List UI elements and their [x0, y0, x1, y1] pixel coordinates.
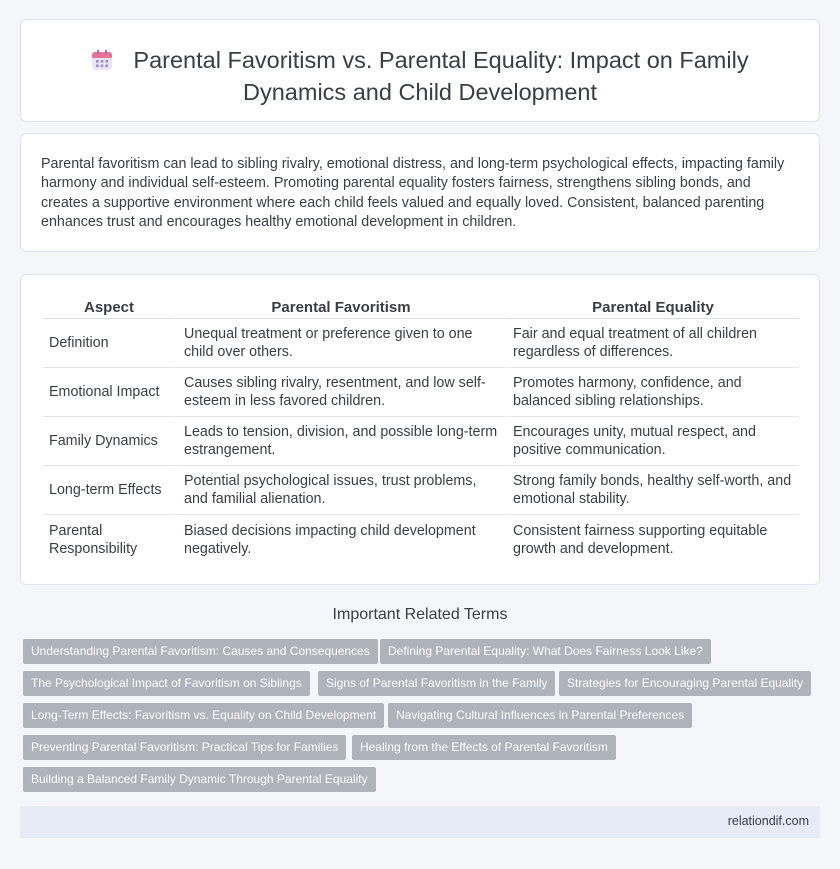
- related-term-link[interactable]: Building a Balanced Family Dynamic Through Parental Equality: [23, 767, 376, 792]
- cell-equality: Fair and equal treatment of all children regardless of differences.: [505, 319, 799, 368]
- comparison-card: [20, 274, 820, 585]
- related-term-link[interactable]: Healing from the Effects of Parental Favoritism: [352, 735, 616, 760]
- related-term-link[interactable]: Navigating Cultural Influences in Parental Preferences: [388, 703, 692, 728]
- table-row: [43, 319, 799, 368]
- related-term-link[interactable]: Understanding Parental Favoritism: Causes and Consequences: [23, 639, 378, 664]
- cell-aspect: Family Dynamics: [43, 417, 175, 466]
- title-line-1: Parental Favoritism vs. Parental Equality: Impact on Family: [133, 47, 749, 73]
- cell-equality: Encourages unity, mutual respect, and positive communication.: [505, 417, 799, 466]
- footer-site[interactable]: relationdif.com: [727, 814, 809, 828]
- cell-equality: Strong family bonds, healthy self-worth, and emotional stability.: [505, 466, 799, 515]
- header-favoritism: Parental Favoritism: [175, 298, 505, 319]
- related-term-link[interactable]: Strategies for Encouraging Parental Equality: [559, 671, 811, 696]
- cell-favoritism: Potential psychological issues, trust problems, and familial alienation.: [175, 466, 505, 515]
- cell-aspect: Parental Responsibility: [49, 522, 138, 557]
- title-line-2: Dynamics and Child Development: [243, 79, 597, 105]
- related-term-link[interactable]: Signs of Parental Favoritism in the Family: [318, 671, 555, 696]
- cell-aspect: Long-term Effects: [43, 466, 175, 515]
- table-row: [43, 515, 799, 564]
- intro-text: Parental favoritism can lead to sibling rivalry, emotional distress, and long-term psychological effects, impacting family harmony and individual self-esteem. Promoting parental equality fosters fairness, strengthens sibling bonds, and creates a supportive environment where each child feels valued and equally loved. Consistent, balanced parenting enhances trust and encourages healthy emotional development in children.: [41, 156, 785, 230]
- related-terms-title: Important Related Terms: [332, 606, 508, 623]
- cell-favoritism: Leads to tension, division, and possible long-term estrangement.: [175, 417, 505, 466]
- footer: [20, 806, 820, 838]
- comparison-table: [43, 298, 799, 564]
- cell-equality: Consistent fairness supporting equitable growth and development.: [505, 515, 799, 564]
- cell-favoritism: Causes sibling rivalry, resentment, and low self-esteem in less favored children.: [175, 368, 505, 417]
- title-card: [20, 19, 820, 122]
- calendar-icon: [91, 49, 113, 78]
- intro-card: [20, 133, 820, 252]
- related-term-link[interactable]: Long-Term Effects: Favoritism vs. Equality on Child Development: [23, 703, 384, 728]
- table-row: [43, 368, 799, 417]
- header-equality: Parental Equality: [505, 298, 799, 319]
- cell-favoritism: Biased decisions impacting child development negatively.: [175, 515, 505, 564]
- header-aspect: Aspect: [43, 298, 175, 319]
- table-row: [43, 417, 799, 466]
- page-title: [21, 46, 819, 107]
- table-row: [43, 466, 799, 515]
- cell-aspect: Emotional Impact: [43, 368, 175, 417]
- cell-equality: Promotes harmony, confidence, and balanced sibling relationships.: [505, 368, 799, 417]
- cell-favoritism: Unequal treatment or preference given to one child over others.: [175, 319, 505, 368]
- related-term-link[interactable]: Defining Parental Equality: What Does Fairness Look Like?: [380, 639, 711, 664]
- related-term-link[interactable]: The Psychological Impact of Favoritism on Siblings: [23, 671, 310, 696]
- cell-aspect: Definition: [43, 319, 175, 368]
- related-term-link[interactable]: Preventing Parental Favoritism: Practical Tips for Families: [23, 735, 346, 760]
- table-header-row: [43, 298, 799, 319]
